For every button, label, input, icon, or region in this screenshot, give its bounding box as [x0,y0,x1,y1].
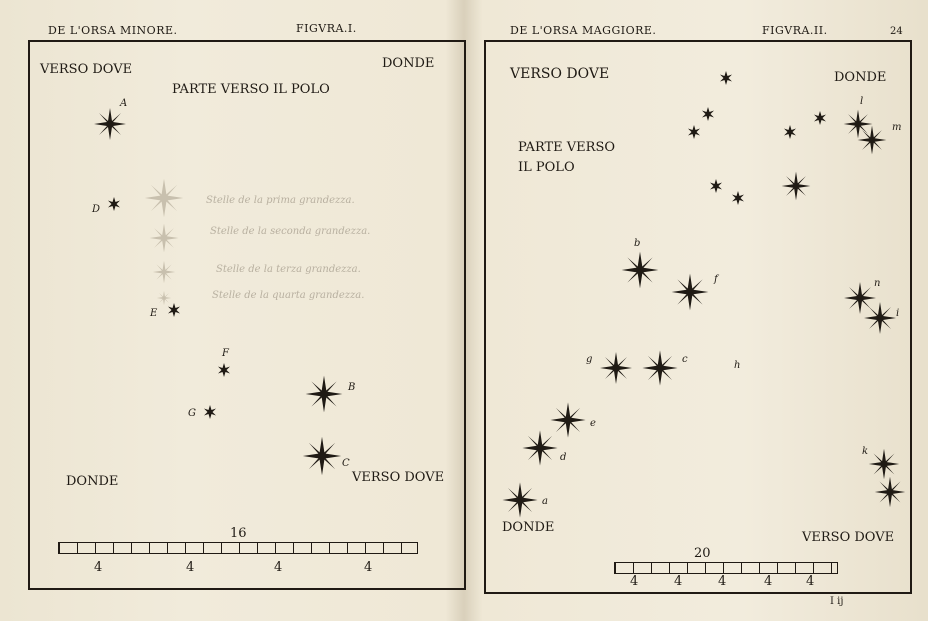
star-7 [732,191,744,205]
star-1 [720,71,732,85]
left-bottom-right-label: VERSO DOVE [352,470,445,485]
legend-star-4 [157,291,171,305]
star-g-major [600,352,632,384]
right-bottom-left-label: DONDE [502,520,555,535]
right-scale-mark-3: 4 [718,574,727,589]
star-letter-a-major: a [542,496,548,507]
legend-star-1 [145,179,183,217]
star-c [303,437,341,475]
right-scale-mark-4: 4 [764,574,773,589]
ursa-major-panel [484,40,912,594]
star-letter-d-major: d [560,452,567,463]
star-3 [688,125,700,139]
legend-fourth-magnitude: Stelle de la quarta grandezza. [212,290,365,301]
ursa-major-stars [486,42,910,592]
star-letter-c-major: c [682,354,688,365]
star-5 [814,111,826,125]
star-letter-f-major: f [714,274,718,285]
right-pole-label-1: PARTE VERSO [518,140,616,155]
star-f [218,363,230,377]
left-scale-mark-4: 4 [364,560,373,575]
left-scale-mark-2: 4 [186,560,195,575]
star-e [168,303,180,317]
page-number: 24 [890,26,903,37]
left-figure-number: FIGVRA.I. [296,22,357,35]
left-scale-mark-3: 4 [274,560,283,575]
star-d-major [522,430,557,465]
legend-star-2 [150,224,179,253]
star-m [858,126,887,155]
right-page-header: DE L'ORSA MAGGIORE. [510,24,657,37]
star-c-major [642,350,677,385]
star-letter-g: G [188,408,196,419]
star-letter-b: B [348,382,356,393]
star-letter-c: C [342,458,350,469]
star-a-major [502,482,537,517]
star-k-major [869,449,899,479]
star-9 [875,477,905,507]
legend-third-magnitude: Stelle de la terza grandezza. [216,264,361,275]
legend-second-magnitude: Stelle de la seconda grandezza. [210,226,371,237]
star-letter-l-major: l [860,96,864,107]
star-2 [702,107,714,121]
star-4 [784,125,796,139]
star-letter-f: F [222,348,229,359]
star-g [204,405,216,419]
star-letter-n-major: n [874,278,881,289]
right-scale-mark-2: 4 [674,574,683,589]
right-scale-mark-1: 4 [630,574,639,589]
right-bottom-right-label: VERSO DOVE [802,530,895,545]
star-l [844,110,873,139]
right-top-right-label: DONDE [834,70,887,85]
star-letter-e-major: e [590,418,596,429]
star-letter-a: A [120,98,128,109]
star-e-major [550,402,585,437]
left-pole-label: PARTE VERSO IL POLO [172,82,330,97]
star-f-major [672,274,709,311]
left-top-right-label: DONDE [382,56,435,71]
star-letter-i-major: i [896,308,900,319]
star-b-major [622,252,659,289]
ursa-minor-panel [28,40,466,590]
left-page-header: DE L'ORSA MINORE. [48,24,178,37]
legend-first-magnitude: Stelle de la prima grandezza. [206,195,355,206]
star-letter-m-major: m [892,122,902,133]
star-6 [710,179,722,193]
right-scale-mark-5: 4 [806,574,815,589]
left-scale-total: 16 [230,526,247,541]
star-a [94,108,126,140]
star-8 [782,172,811,201]
star-d [108,197,120,211]
right-figure-number: FIGVRA.II. [762,24,828,37]
ursa-minor-stars [30,42,464,588]
right-pole-label-2: IL POLO [518,160,575,175]
star-letter-h-major: h [734,360,741,371]
left-top-left-label: VERSO DOVE [40,62,133,77]
right-top-left-label: VERSO DOVE [510,66,610,82]
left-scale-mark-1: 4 [94,560,103,575]
star-letter-d: D [92,204,101,215]
right-scale-total: 20 [694,546,711,561]
star-letter-g-major: g [586,354,593,365]
legend-star-3 [153,261,175,283]
star-letter-e: E [150,308,158,319]
star-b [306,376,343,413]
left-bottom-left-label: DONDE [66,474,119,489]
signature-mark: I ij [830,596,844,607]
star-letter-b-major: b [634,238,641,249]
star-letter-k-major: k [862,446,869,457]
